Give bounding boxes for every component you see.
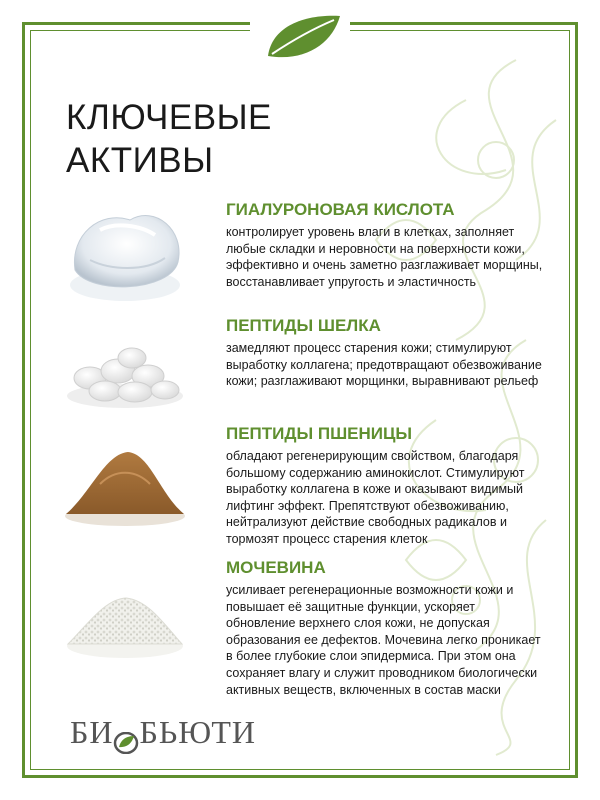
page-title <box>66 96 366 182</box>
leaf-icon <box>250 8 350 68</box>
active-name: ГИАЛУРОНОВАЯ КИСЛОТА <box>226 200 455 219</box>
title-line-1: КЛЮЧЕВЫЕ <box>66 98 272 137</box>
hyaluronic-gel-image <box>60 200 190 310</box>
active-description: обладают регенерирующим свойством, благодаря большому содержанию аминокислот. Стимулируют выработку коллагена в коже и оказывают видимый лифтинг эффект. Препятствуют обезвоживанию, нейтрализуют действие свободных радикалов и тормозят процесс старения клеток <box>226 449 525 546</box>
active-item-silk <box>60 316 560 406</box>
urea-granules-image <box>60 564 190 674</box>
active-name: МОЧЕВИНА <box>226 558 326 577</box>
brand-logo <box>70 712 300 748</box>
silk-cocoons-image <box>60 316 190 426</box>
title-line-2: АКТИВЫ <box>66 141 214 180</box>
active-item-wheat <box>60 424 560 544</box>
wheat-powder-image <box>60 424 190 534</box>
active-name: ПЕПТИДЫ ШЕЛКА <box>226 316 381 335</box>
top-leaf-badge <box>250 8 350 68</box>
active-item-urea <box>60 558 560 708</box>
leaf-o-icon <box>113 725 139 747</box>
active-description: контролирует уровень влаги в клетках, заполняет любые складки и неровности на поверхности кожи, эффективно и очень заметно разглаживает морщины, восстанавливает упругость и эластичность <box>226 225 543 289</box>
active-description: усиливает регенерационные возможности кожи и повышает её защитные функции, ускоряет обновление верхнего слоя кожи, не допуская образования ее дефектов. Мочевина легко проникает в более глубокие слои эпидермиса. При этом она сохраняет влагу и служит проводником биологически активных веществ, включенных в состав маски <box>226 583 541 697</box>
active-item-hyaluronic <box>60 200 560 310</box>
active-description: замедляют процесс старения кожи; стимулируют выработку коллагена; предотвращают обезвоживание кожи; разглаживают морщинки, выравнивают рельеф <box>226 341 542 389</box>
active-name: ПЕПТИДЫ ПШЕНИЦЫ <box>226 424 413 443</box>
brand-name: БИ БЬЮТИ <box>70 714 256 751</box>
